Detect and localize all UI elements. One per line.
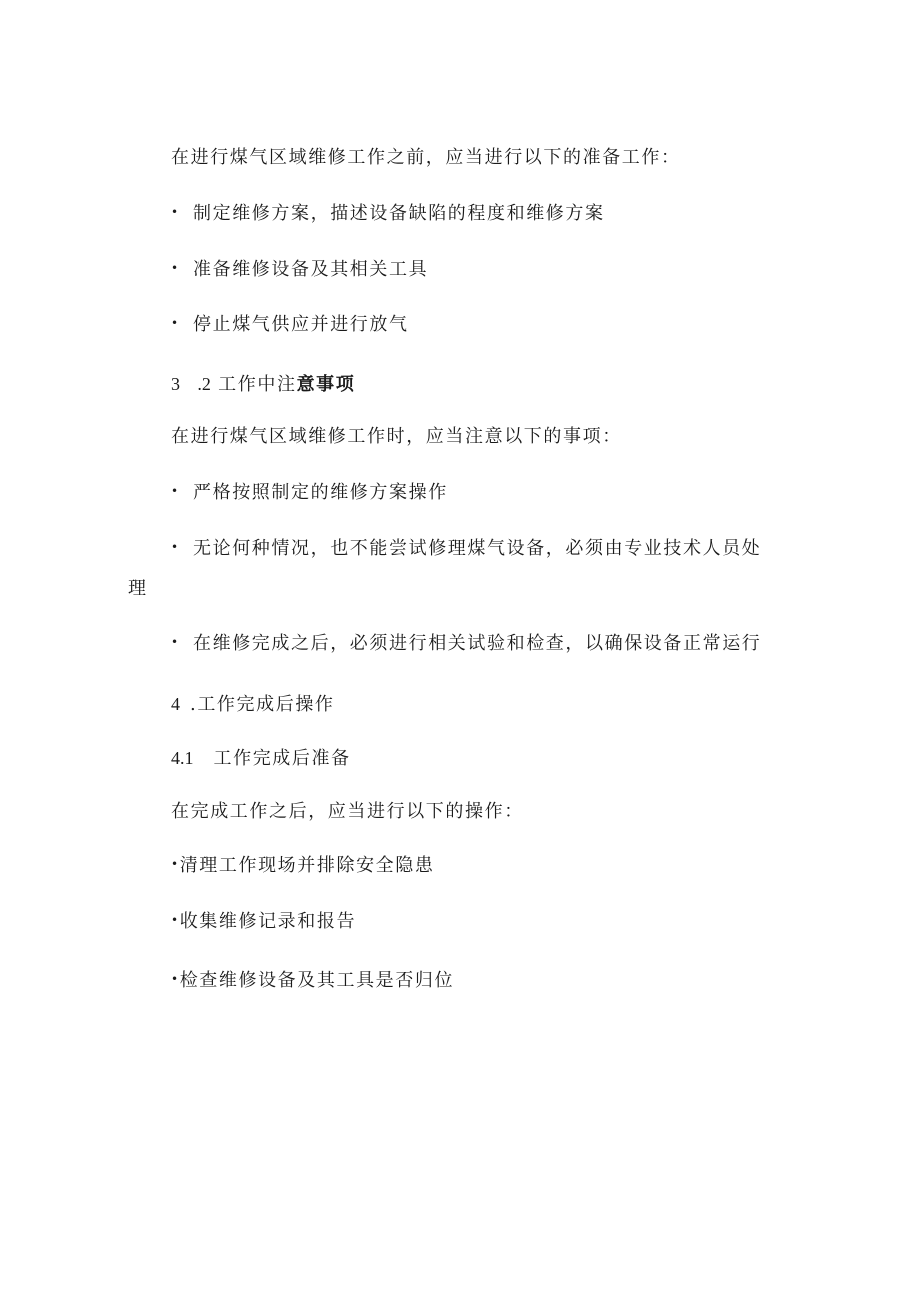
heading-number: 4 bbox=[171, 694, 180, 714]
intro-paragraph-after: 在完成工作之后，应当进行以下的操作： bbox=[171, 801, 524, 822]
bullet-marker: • bbox=[171, 261, 180, 275]
intro-paragraph-prep: 在进行煤气区域维修工作之前，应当进行以下的准备工作： bbox=[171, 147, 681, 168]
list-item-after-3 bbox=[171, 969, 454, 993]
list-item-text: 制定维修方案，描述设备缺陷的程度和维修方案 bbox=[193, 203, 605, 224]
list-item-text: 清理工作现场并排除安全隐患 bbox=[179, 855, 435, 876]
list-item-text: 无论何种情况，也不能尝试修理煤气设备，必须由专业技术人员处 bbox=[193, 538, 762, 559]
heading-title: 工作完成后准备 bbox=[213, 748, 351, 769]
list-item-text: 检查维修设备及其工具是否归位 bbox=[179, 970, 455, 991]
heading-number: 4.1 bbox=[171, 748, 194, 768]
heading-title: .工作完成后操作 bbox=[190, 694, 335, 715]
list-item-note-1 bbox=[171, 481, 448, 505]
bullet-marker: • bbox=[171, 316, 180, 330]
list-item-prep-3 bbox=[171, 313, 409, 337]
bullet-marker: • bbox=[171, 972, 180, 986]
bullet-marker: • bbox=[171, 540, 180, 554]
heading-title-bold: 意事项 bbox=[296, 374, 356, 395]
section-heading-4 bbox=[171, 692, 335, 717]
bullet-marker: • bbox=[171, 484, 180, 498]
bullet-marker: • bbox=[171, 635, 180, 649]
list-item-text: 准备维修设备及其相关工具 bbox=[193, 259, 429, 280]
bullet-marker: • bbox=[171, 913, 180, 927]
list-item-text: 严格按照制定的维修方案操作 bbox=[193, 482, 448, 503]
bullet-marker: • bbox=[171, 205, 180, 219]
heading-number: 3 bbox=[171, 374, 180, 394]
list-item-after-1 bbox=[171, 854, 435, 878]
list-item-wrap-continuation: 理 bbox=[128, 578, 148, 599]
list-item-after-2 bbox=[171, 910, 356, 934]
list-item-text: 在维修完成之后，必须进行相关试验和检查，以确保设备正常运行 bbox=[193, 633, 762, 654]
list-item-note-3 bbox=[171, 632, 761, 656]
section-heading-3-2 bbox=[171, 372, 355, 397]
list-item-note-2 bbox=[171, 537, 761, 561]
list-item-text: 停止煤气供应并进行放气 bbox=[193, 314, 409, 335]
list-item-prep-1 bbox=[171, 202, 605, 226]
list-item-text: 收集维修记录和报告 bbox=[179, 911, 357, 932]
section-heading-4-1 bbox=[171, 746, 351, 771]
list-item-prep-2 bbox=[171, 258, 428, 282]
intro-paragraph-notes: 在进行煤气区域维修工作时，应当注意以下的事项： bbox=[171, 426, 622, 447]
heading-subnumber: .2 bbox=[197, 374, 211, 394]
heading-title-normal: 工作中注 bbox=[218, 374, 297, 395]
bullet-marker: • bbox=[171, 857, 180, 871]
